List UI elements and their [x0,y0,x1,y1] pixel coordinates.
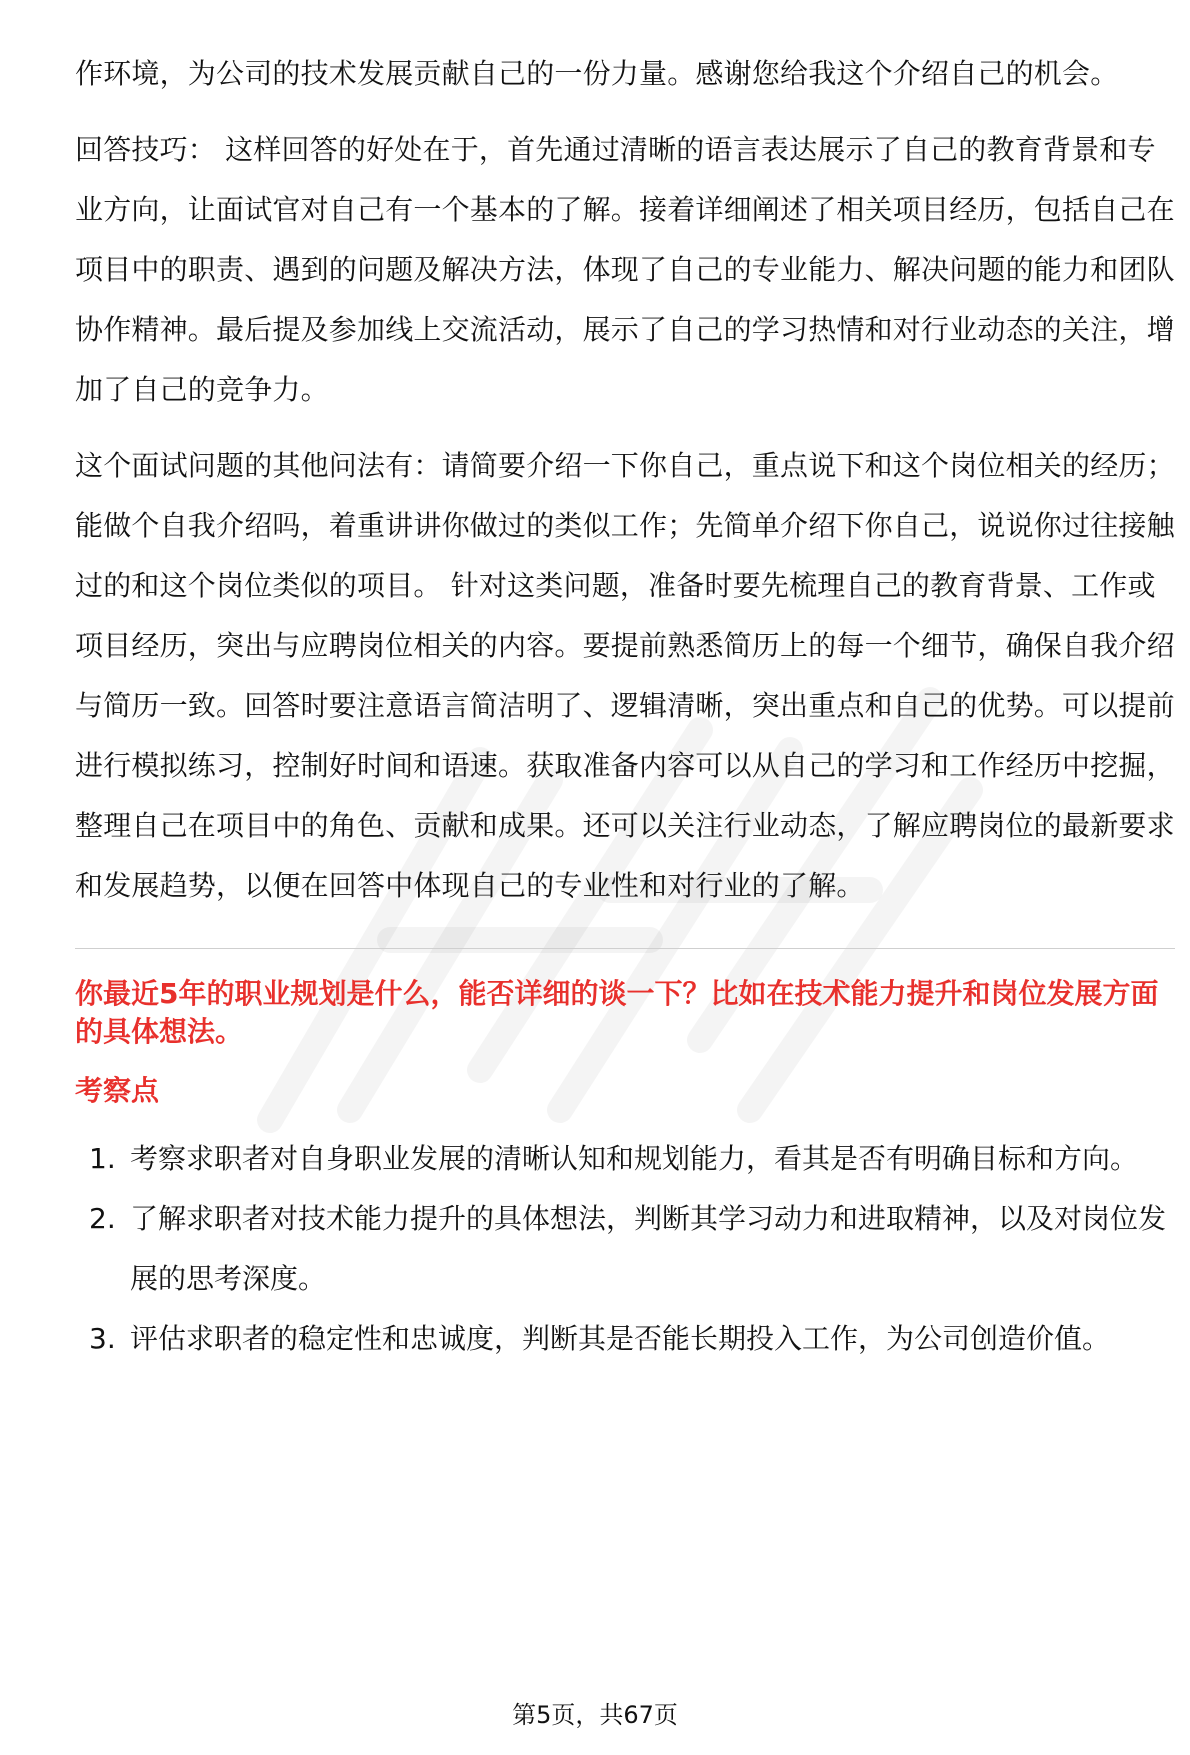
section-heading: 考察点 [75,1074,160,1107]
question-heading: 你最近5年的职业规划是什么，能否详细的谈一下？比如在技术能力提升和岗位发展方面的具体想法。 [75,977,1159,1048]
list-item-number: 1. [89,1142,116,1175]
list-item [75,1189,1175,1309]
assessment-points-list [75,1129,1175,1369]
page-footer: 第5页，共67页 [512,1701,678,1729]
list-item [75,1129,1175,1189]
section-divider [75,948,1175,949]
list-item-text: 了解求职者对技术能力提升的具体想法，判断其学习动力和进取精神，以及对岗位发展的思考深度。 [130,1202,1167,1295]
paragraph-alternative-questions: 这个面试问题的其他问法有：请简要介绍一下你自己，重点说下和这个岗位相关的经历；能做个自我介绍吗，着重讲讲你做过的类似工作；先简单介绍下你自己，说说你过往接触过的和这个岗位类似的项目。 针对这类问题，准备时要先梳理自己的教育背景、工作或项目经历，突出与应聘岗位相关的内容。要提前熟悉简历上的每一个细节，确保自我介绍与简历一致。回答时要注意语言简洁明了、逻辑清晰，突出重点和自己的优势。可以提前进行模拟练习，控制好时间和语速。获取准备内容可以从自己的学习和工作经历中挖掘，整理自己在项目中的角色、贡献和成果。还可以关注行业动态，了解应聘岗位的最新要求和发展趋势，以便在回答中体现自己的专业性和对行业的了解。 [75,449,1175,902]
paragraph-closing: 作环境，为公司的技术发展贡献自己的一份力量。感谢您给我这个介绍自己的机会。 [75,57,1119,90]
paragraph-answer-tips: 回答技巧： 这样回答的好处在于，首先通过清晰的语言表达展示了自己的教育背景和专业方向，让面试官对自己有一个基本的了解。接着详细阐述了相关项目经历，包括自己在项目中的职责、遇到的问题及解决方法，体现了自己的专业能力、解决问题的能力和团队协作精神。最后提及参加线上交流活动，展示了自己的学习热情和对行业动态的关注，增加了自己的竞争力。 [75,133,1175,406]
list-item-number: 3. [89,1322,116,1355]
list-item [75,1309,1175,1369]
list-item-text: 评估求职者的稳定性和忠诚度，判断其是否能长期投入工作，为公司创造价值。 [130,1322,1111,1355]
document-body [75,44,1175,1369]
list-item-number: 2. [89,1202,116,1235]
list-item-text: 考察求职者对自身职业发展的清晰认知和规划能力，看其是否有明确目标和方向。 [130,1142,1139,1175]
